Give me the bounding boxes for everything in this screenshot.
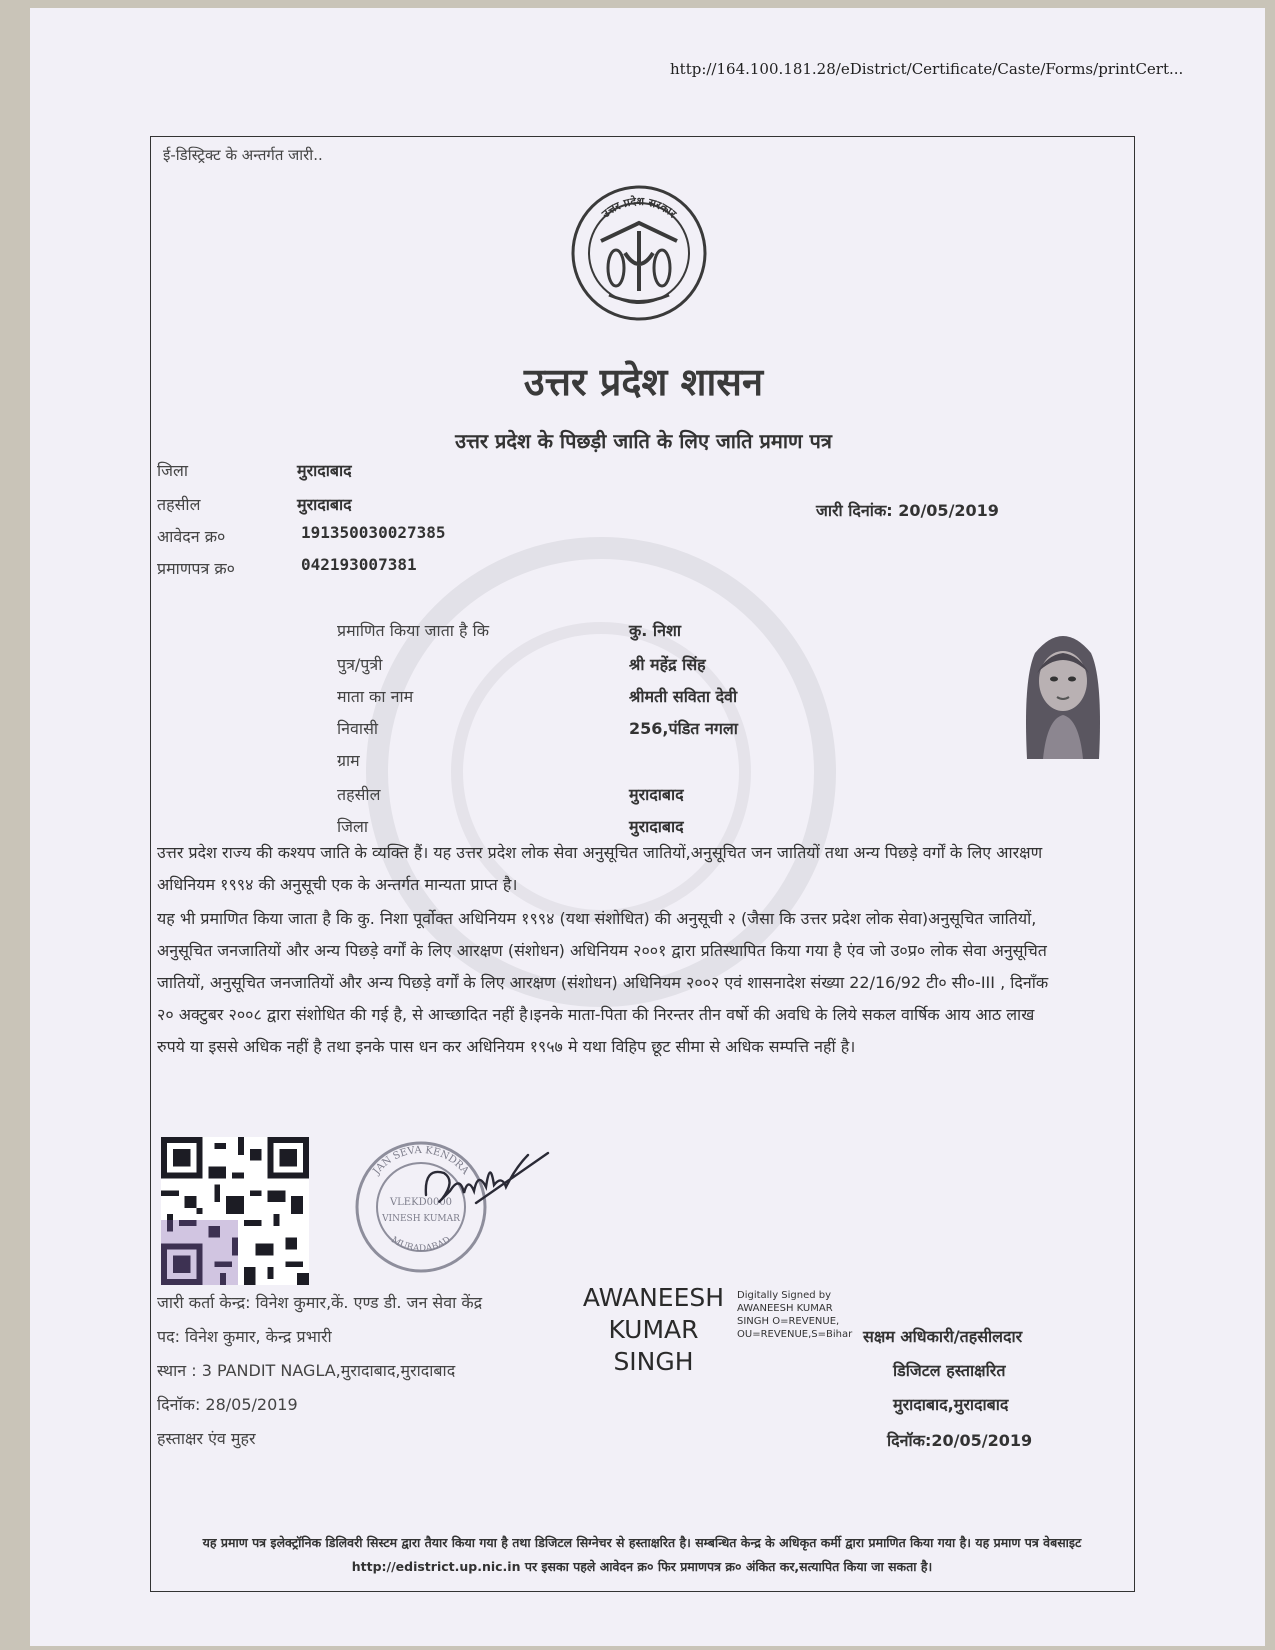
authority-place: मुरादाबाद,मुरादाबाद <box>893 1395 1009 1414</box>
detail-label: निवासी <box>337 719 379 738</box>
detail-value: श्रीमती सविता देवी <box>629 687 738 706</box>
detail-label: प्रमाणित किया जाता है कि <box>337 621 490 640</box>
detail-value: 256,पंडित नगला <box>629 719 738 738</box>
certificate-title: उत्तर प्रदेश के पिछड़ी जाति के लिए जाति प्रमाण पत्र <box>455 429 832 453</box>
qr-code <box>161 1137 309 1285</box>
issuer-post: पद: विनेश कुमार, केन्द्र प्रभारी <box>157 1327 332 1346</box>
detail-value: मुरादाबाद <box>629 817 684 836</box>
digital-signature-note: Digitally Signed by AWANEESH KUMAR SINGH O=REVENUE, OU=REVENUE,S=Bihar <box>737 1290 853 1340</box>
stamp-name: VINESH KUMAR <box>382 1214 460 1224</box>
government-title: उत्तर प्रदेश शासन <box>523 360 764 404</box>
footer-note: यह प्रमाण पत्र इलेक्ट्रॉनिक डिलिवरी सिस्टम द्वारा तैयार किया गया है तथा डिजिटल सिग्नेचर से हस्ताक्षरित है। सम्बन्धित केन्द्र के अधिकृत कर्मी द्वारा प्रमाणित किया गया है। यह प्रमाण पत्र वेबसाइट http://edistrict.up.nic.in पर इसका पहले आवेदन क्र० फिर प्रमाणपत्र क्र० अंकित कर,सत्यापित किया जा सकता है। <box>202 1535 1082 1574</box>
detail-label: पुत्र/पुत्री <box>337 655 383 674</box>
authority-date: दिनॉक:20/05/2019 <box>887 1431 1033 1450</box>
certificate-number-label: प्रमाणपत्र क्र० <box>157 559 235 578</box>
tehsil-value: मुरादाबाद <box>297 495 352 514</box>
issuing-centre: जारी कर्ता केन्द्र: विनेश कुमार,कें. एण्ड डी. जन सेवा केंद्र <box>157 1293 483 1312</box>
detail-value: कु. निशा <box>629 621 681 640</box>
print-url: http://164.100.181.28/eDistrict/Certificate/Caste/Forms/printCert... <box>670 60 1184 78</box>
application-label: आवेदन क्र० <box>157 527 226 546</box>
document-sheet <box>30 8 1265 1646</box>
applicant-photo <box>1013 619 1113 759</box>
signature-and-seal-label: हस्ताक्षर एंव मुहर <box>157 1429 256 1448</box>
caste-statement: उत्तर प्रदेश राज्य की कश्यप जाति के व्यक्ति हैं। यह उत्तर प्रदेश लोक सेवा अनुसूचित जातियों,अनुसूचित जन जातियों तथा अन्य पिछड़े वर्गों के लिए आरक्षण अधिनियम १९९४ की अनुसूची एक के अन्तर्गत मान्यता प्राप्त है। <box>157 843 1043 894</box>
issuer-place: स्थान : 3 PANDIT NAGLA,मुरादाबाद,मुरादाबाद <box>157 1361 456 1380</box>
certificate-number: 042193007381 <box>301 555 417 574</box>
emblem-text: उत्तर प्रदेश सरकार <box>599 194 679 221</box>
tehsil-label: तहसील <box>157 495 201 514</box>
district-value: मुरादाबाद <box>297 461 352 480</box>
svg-text:MURADABAD <box>389 1235 452 1254</box>
certificate-frame <box>150 136 1135 1592</box>
authority-title: सक्षम अधिकारी/तहसीलदार <box>863 1327 1023 1346</box>
detail-label: जिला <box>337 817 369 836</box>
handwritten-signature <box>416 1147 556 1217</box>
stamp-bottom-text: MURADABAD <box>389 1235 453 1255</box>
up-government-emblem-icon <box>569 183 709 323</box>
detail-value: मुरादाबाद <box>629 785 684 804</box>
stamp-code: VLEKD0000 <box>389 1197 453 1208</box>
detail-value: श्री महेंद्र सिंह <box>629 655 706 674</box>
digitally-signed-label: डिजिटल हस्ताक्षरित <box>893 1361 1006 1380</box>
issue-date: जारी दिनांक: 20/05/2019 <box>816 501 999 520</box>
exclusion-statement: यह भी प्रमाणित किया जाता है कि कु. निशा पूर्वोक्त अधिनियम १९९४ (यथा संशोधित) की अनुसूची २ (जैसा कि उत्तर प्रदेश लोक सेवा)अनुसूचित जातियों, अनुसूचित जनजातियों और अन्य पिछड़े वर्गों के लिए आरक्षण (संशोधन) अधिनियम २००१ द्वारा प्रतिस्थापित किया गया है एंव जो उ०प्र० लोक सेवा अनुसूचित जातियों, अनुसूचित जनजातियों और अन्य पिछड़े वर्गों के लिए आरक्षण (संशोधन) अधिनियम २००२ एवं शासनादेश संख्या 22/16/92 टी० सी०-III , दिनाँक २० अक्टुबर २००८ द्वारा संशोधित की गई है, से आच्छादित नहीं है।इनके माता-पिता की निरन्तर तीन वर्षो की अवधि के लिये सकल वार्षिक आय आठ लाख रुपये या इससे अधिक नहीं है तथा इनके पास धन कर अधिनियम १९५७ मे यथा विहिप छूट सीमा से अधिक सम्पत्ति नहीं है। <box>157 909 1049 1056</box>
application-number: 191350030027385 <box>301 523 446 542</box>
issued-under-note: ई-डिस्ट्रिक्ट के अन्तर्गत जारी.. <box>163 146 323 164</box>
digital-signer-name: AWANEESH KUMAR SINGH <box>582 1283 725 1376</box>
stamp-top-text: JAN SEVA KENDRA <box>371 1144 471 1177</box>
detail-label: ग्राम <box>337 751 360 770</box>
detail-label: तहसील <box>337 785 381 804</box>
district-label: जिला <box>157 461 189 480</box>
svg-text:उत्तर प्रदेश सरकार <box>599 194 680 221</box>
detail-label: माता का नाम <box>337 687 414 706</box>
issuer-date: दिनॉक: 28/05/2019 <box>157 1395 298 1414</box>
